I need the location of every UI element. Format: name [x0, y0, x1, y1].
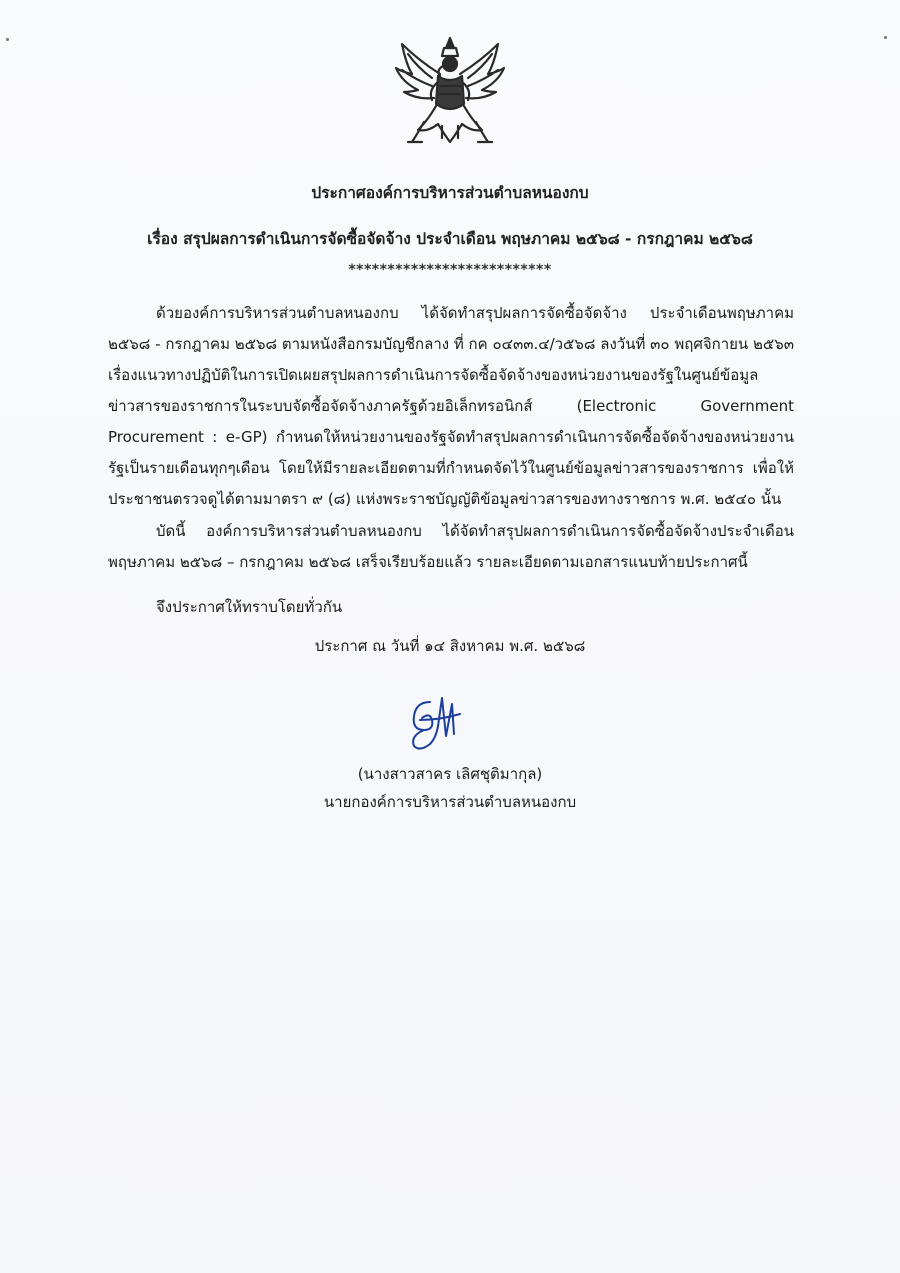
signer-position: นายกองค์การบริหารส่วนตำบลหนองกบ	[323, 793, 577, 811]
announcement-subject: เรื่อง สรุปผลการดำเนินการจัดซื้อจัดจ้าง ประจำเดือน พฤษภาคม ๒๕๖๘ - กรกฎาคม ๒๕๖๘	[147, 230, 753, 248]
scan-speck	[884, 36, 887, 39]
announcement-date: ประกาศ ณ วันที่ ๑๔ สิงหาคม พ.ศ. ๒๕๖๘	[314, 637, 586, 655]
announcement-title: ประกาศองค์การบริหารส่วนตำบลหนองกบ	[311, 184, 589, 202]
handwritten-signature	[400, 690, 470, 754]
scan-speck	[6, 38, 9, 41]
body-paragraph-2: บัดนี้ องค์การบริหารส่วนตำบลหนองกบ ได้จัดทำสรุปผลการดำเนินการจัดซื้อจัดจ้างประจำเดือน พฤษภาคม ๒๕๖๘ – กรกฎาคม ๒๕๖๘ เสร็จเรียบร้อยแล้ว รายละเอียดตามเอกสารแนบท้ายประกาศนี้	[108, 522, 794, 571]
signer-name: (นางสาวสาคร เลิศชุติมากุล)	[357, 765, 543, 783]
garuda-emblem-icon	[388, 34, 512, 152]
separator-line: **************************	[348, 262, 552, 278]
body-paragraph-3: จึงประกาศให้ทราบโดยทั่วกัน	[156, 598, 343, 616]
body-paragraph-1: ด้วยองค์การบริหารส่วนตำบลหนองกบ ได้จัดทำสรุปผลการจัดซื้อจัดจ้าง ประจำเดือนพฤษภาคม ๒๕๖๘ - กรกฎาคม ๒๕๖๘ ตามหนังสือกรมบัญชีกลาง ที่ กค ๐๔๓๓.๔/ว๕๖๘ ลงวันที่ ๓๐ พฤศจิกายน ๒๕๖๓ เรื่องแนวทางปฏิบัติในการเปิดเผยสรุปผลการดำเนินการจัดซื้อจัดจ้างของหน่วยงานของรัฐในศูนย์ข้อมูลข่าวสารของราชการในระบบจัดซื้อจัดจ้างภาครัฐด้วยอิเล็กทรอนิกส์ (Electronic Government Procurement : e-GP) กำหนดให้หน่วยงานของรัฐจัดทำสรุปผลการดำเนินการจัดซื้อจัดจ้างของหน่วยงานรัฐเป็นรายเดือนทุกๆเดือน โดยให้มีรายละเอียดตามที่กำหนดจัดไว้ในศูนย์ข้อมูลข่าวสารของราชการ เพื่อให้ประชาชนตรวจดูได้ตามมาตรา ๙ (๘) แห่งพระราชบัญญัติข้อมูลข่าวสารของทางราชการ พ.ศ. ๒๕๔๐ นั้น	[108, 304, 794, 508]
